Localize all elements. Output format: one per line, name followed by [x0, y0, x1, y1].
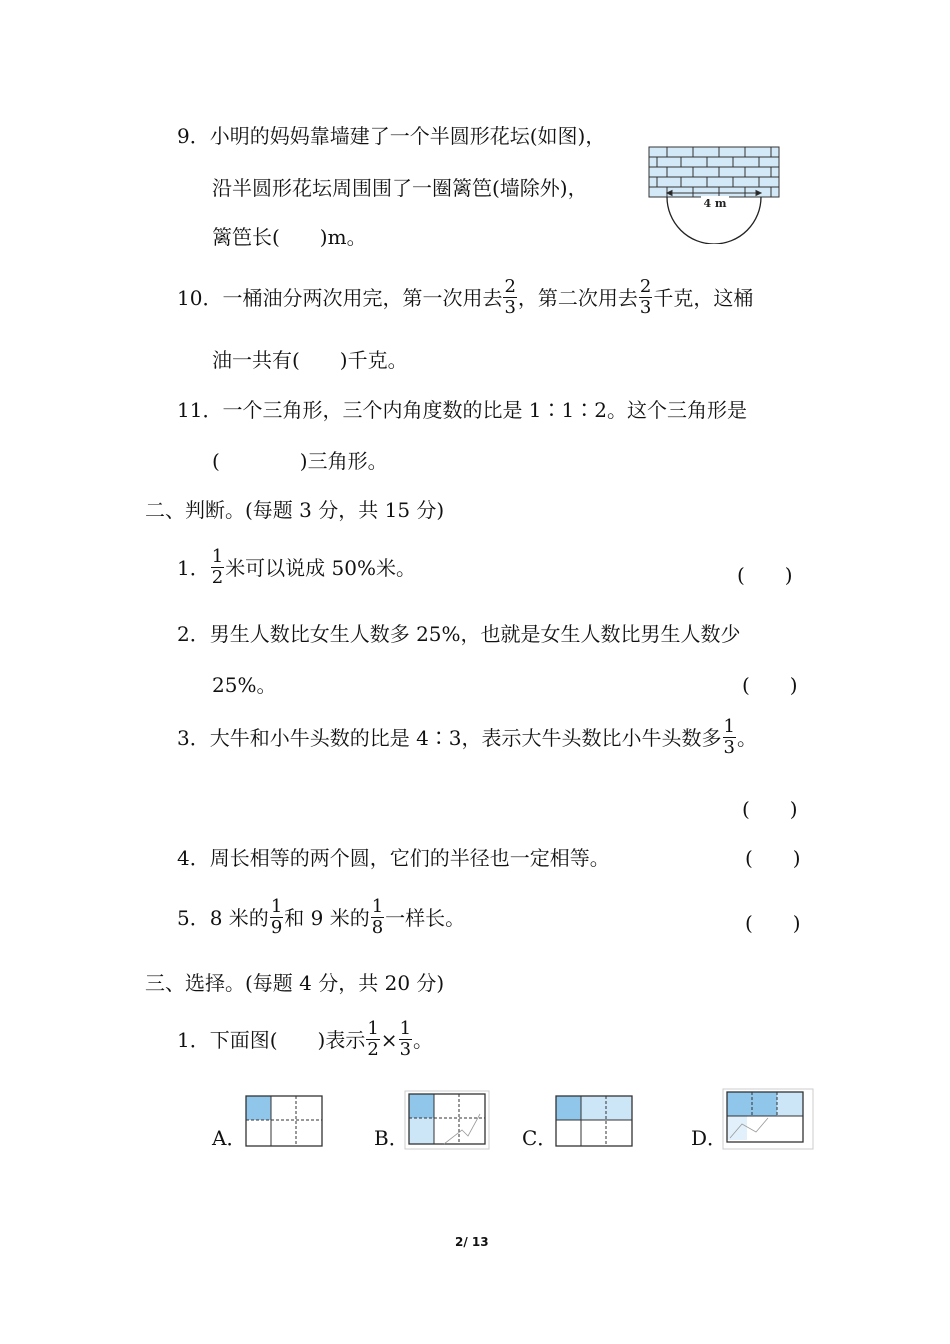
fraction-one-third: $\frac{1}{3}$: [723, 716, 735, 758]
choice-item-1: 1．下面图( )表示 $\frac{1}{2}$ × $\frac{1}{3}$ 。: [177, 1018, 434, 1060]
option-b-label[interactable]: B．: [374, 1126, 409, 1150]
option-c-label[interactable]: C．: [522, 1126, 558, 1150]
judge-1-text: 米可以说成 50%米。: [225, 556, 416, 580]
judge-3-answer-paren[interactable]: ( ): [742, 797, 798, 821]
judge-2-line-2: 25%。: [212, 673, 277, 697]
section-2-heading: 二、判断。(每题 3 分，共 15 分): [145, 498, 445, 522]
judge-item-3: 3．大牛和小牛头数的比是 4∶3，表示大牛头数比小牛头数多 $\frac{1}{3}$ 。: [177, 716, 757, 758]
q10-text-a: 10．一桶油分两次用完，第一次用去: [177, 286, 503, 310]
fraction-two-thirds-a: $\frac{2}{3}$: [504, 276, 516, 318]
section-3-heading: 三、选择。(每题 4 分，共 20 分): [145, 971, 445, 995]
judge-item-5: [177, 896, 466, 939]
judge-1-number: 1．: [177, 556, 210, 580]
choice-1-text: 1．下面图( )表示: [177, 1028, 366, 1052]
option-a-grid[interactable]: [244, 1094, 324, 1148]
q9-line-3: 篱笆长( )m。: [212, 225, 367, 249]
judge-1-answer-paren[interactable]: ( ): [737, 563, 793, 587]
judge-2-answer-paren[interactable]: ( ): [742, 673, 798, 697]
q10-line-2: 油一共有( )千克。: [212, 348, 408, 372]
q10-line-1: [177, 276, 754, 319]
judge-4-text: 4．周长相等的两个圆，它们的半径也一定相等。: [177, 846, 610, 870]
option-a-label[interactable]: A．: [212, 1126, 247, 1150]
semicircle-garden-figure: [645, 144, 785, 244]
fraction-two-thirds-b: $\frac{2}{3}$: [639, 276, 652, 318]
judge-5-answer-paren[interactable]: ( ): [745, 911, 801, 935]
page-number: 2/ 13: [455, 1235, 489, 1249]
fraction-one-half: $\frac{1}{2}$: [211, 546, 224, 588]
judge-5-text-b: 和 9 米的: [284, 906, 370, 930]
figure-length-label: 4 m: [703, 197, 727, 210]
fraction-one-eighth: $\frac{1}{8}$: [371, 896, 384, 938]
judge-5-text-c: 一样长。: [385, 906, 466, 930]
q11-line-1: 11．一个三角形，三个内角度数的比是 1∶1∶2。这个三角形是: [177, 398, 747, 422]
q11-line-2: ( )三角形。: [212, 449, 388, 473]
q10-text-b: ，第二次用去: [517, 286, 638, 310]
fraction-one-ninth: $\frac{1}{9}$: [270, 896, 283, 938]
q9-line-2: 沿半圆形花坛周围围了一圈篱笆(墙除外)，: [212, 176, 588, 200]
judge-3-text: 3．大牛和小牛头数的比是 4∶3，表示大牛头数比小牛头数多: [177, 726, 722, 750]
q9-line-1: 9．小明的妈妈靠墙建了一个半圆形花坛(如图)，: [177, 124, 606, 148]
option-c-grid[interactable]: [554, 1094, 634, 1148]
fraction-one-half: $\frac{1}{2}$: [367, 1018, 379, 1060]
option-b-grid[interactable]: [404, 1090, 490, 1152]
judge-2-line-1: 2．男生人数比女生人数多 25%，也就是女生人数比男生人数少: [177, 622, 741, 646]
judge-item-1: [177, 546, 416, 589]
fraction-one-third: $\frac{1}{3}$: [399, 1018, 412, 1060]
q10-text-c: 千克，这桶: [653, 286, 754, 310]
judge-4-answer-paren[interactable]: ( ): [745, 846, 801, 870]
judge-5-text-a: 5．8 米的: [177, 906, 269, 930]
option-d-label[interactable]: D．: [691, 1126, 728, 1150]
times-sign: ×: [380, 1028, 398, 1052]
option-d-grid[interactable]: [722, 1088, 814, 1152]
